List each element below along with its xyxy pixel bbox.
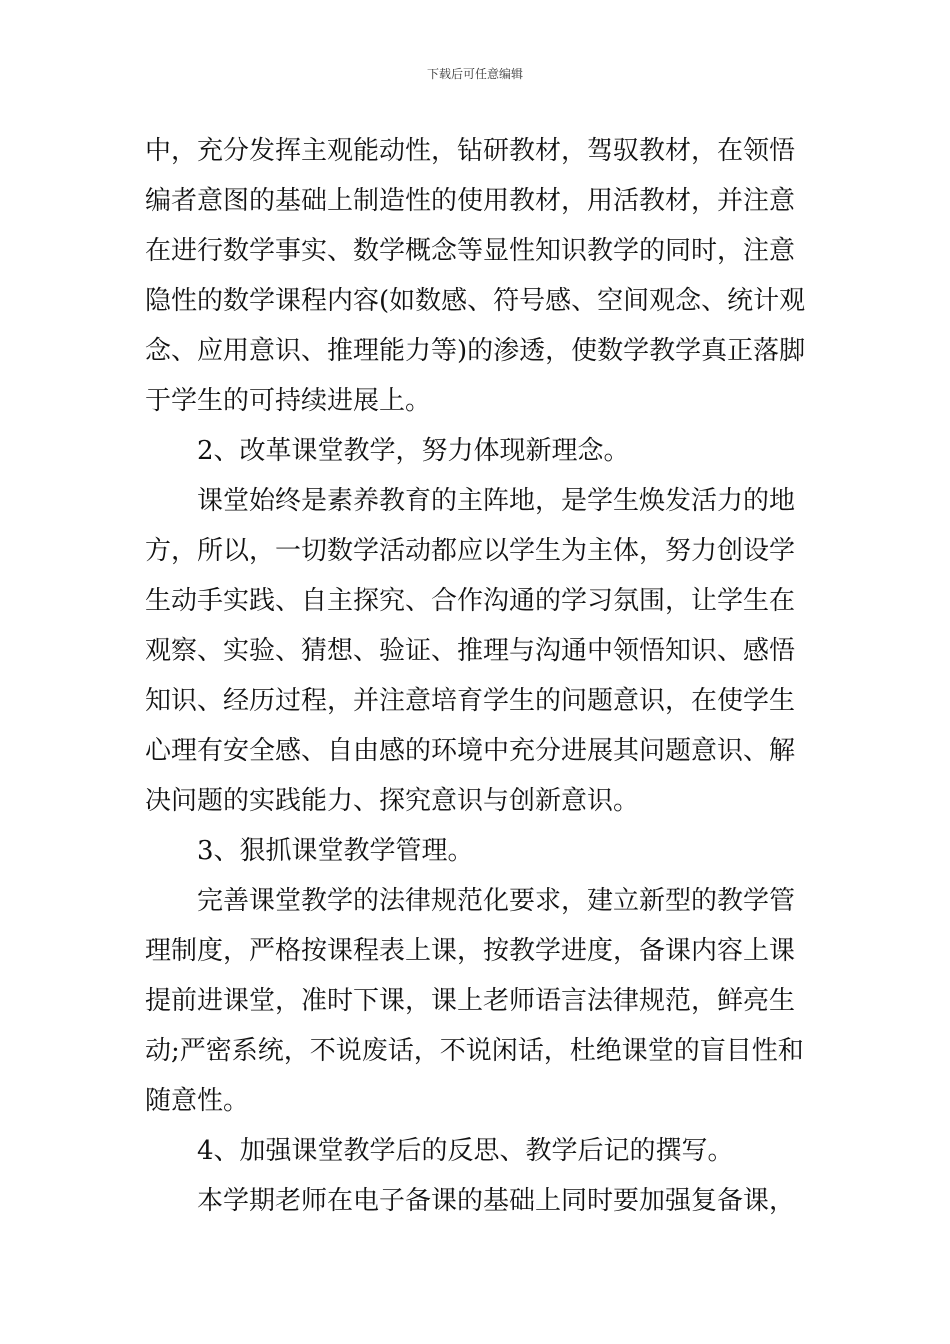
text-line: 在进行数学事实、数学概念等显性知识教学的同时，注意 xyxy=(145,236,796,266)
text-line: 心理有安全感、自由感的环境中充分进展其问题意识、解 xyxy=(145,736,796,766)
section-heading: 2、改革课堂教学，努力体现新理念。 xyxy=(197,436,630,466)
section-heading: 3、狠抓课堂教学管理。 xyxy=(197,836,474,866)
text-line: 方，所以，一切数学活动都应以学生为主体，努力创设学 xyxy=(145,536,796,566)
text-line: 隐性的数学课程内容(如数感、符号感、空间观念、统计观 xyxy=(145,286,806,316)
text-line: 于学生的可持续进展上。 xyxy=(145,386,432,416)
text-line: 决问题的实践能力、探究意识与创新意识。 xyxy=(145,786,640,816)
text-line: 完善课堂教学的法律规范化要求，建立新型的教学管 xyxy=(197,886,796,916)
text-line: 随意性。 xyxy=(145,1086,250,1116)
text-line: 提前进课堂，准时下课，课上老师语言法律规范，鲜亮生 xyxy=(145,986,796,1016)
text-line: 中，充分发挥主观能动性，钻研教材，驾驭教材，在领悟 xyxy=(145,136,796,166)
text-line: 本学期老师在电子备课的基础上同时要加强复备课， xyxy=(197,1186,796,1216)
text-line: 观察、实验、猜想、验证、推理与沟通中领悟知识、感悟 xyxy=(145,636,796,666)
text-line: 编者意图的基础上制造性的使用教材，用活教材，并注意 xyxy=(145,186,796,216)
text-line: 生动手实践、自主探究、合作沟通的学习氛围，让学生在 xyxy=(145,586,796,616)
document-body xyxy=(145,126,810,1226)
text-line: 动;严密系统，不说废话，不说闲话，杜绝课堂的盲目性和 xyxy=(145,1036,804,1066)
text-line: 念、应用意识、推理能力等)的渗透，使数学教学真正落脚 xyxy=(145,336,806,366)
text-line: 理制度，严格按课程表上课，按教学进度，备课内容上课 xyxy=(145,936,796,966)
page-header: 下载后可任意编辑 xyxy=(426,67,523,81)
text-line: 知识、经历过程，并注意培育学生的问题意识，在使学生 xyxy=(145,686,796,716)
section-heading: 4、加强课堂教学后的反思、教学后记的撰写。 xyxy=(197,1136,734,1166)
text-line: 课堂始终是素养教育的主阵地，是学生焕发活力的地 xyxy=(197,486,796,516)
